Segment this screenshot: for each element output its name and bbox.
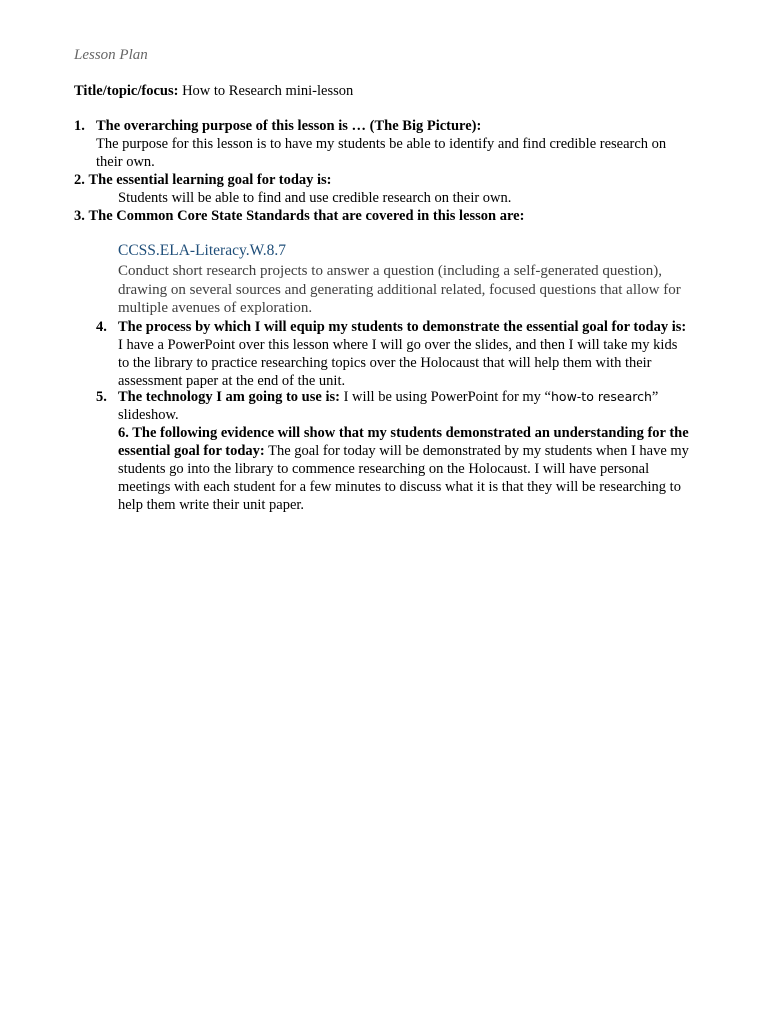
section-5-body — [118, 388, 692, 424]
section-6-question: 6. The following evidence will show that my students demonstrated an understanding for the essential goal for today: — [118, 425, 689, 459]
standard-text: Conduct short research projects to answer a question (including a self-generated question), drawing on several sources and generating additional related, focused questions that allow for multiple avenues of exploration. — [118, 263, 681, 316]
section-1-question: The overarching purpose of this lesson is … (The Big Picture): — [96, 118, 482, 134]
section-2-question: The essential learning goal for today is: — [88, 172, 332, 188]
section-5-answer-term: how-to research — [551, 389, 652, 404]
section-5-number: 5. — [96, 389, 107, 405]
section-2-answer: Students will be able to find and use credible research on their own. — [118, 190, 512, 206]
section-2 — [74, 171, 714, 206]
section-3-question: The Common Core State Standards that are covered in this lesson are: — [88, 208, 525, 224]
section-6-answer: The goal for today will be demonstrated by my students when I have my students go into the library to commence researching on the Holocaust. I will have personal meetings with each student for a few minutes to discuss what it is that they will be researching to help them write their unit paper. — [118, 443, 689, 513]
standard-code: CCSS.ELA-Literacy.W.8.7 — [118, 242, 287, 259]
section-5-question: The technology I am going to use is: — [118, 389, 340, 405]
title-line — [74, 82, 353, 100]
section-5-answer-post: ” slideshow. — [118, 389, 659, 423]
section-5-answer-pre: I will be using PowerPoint for my “ — [343, 389, 551, 405]
section-4-number: 4. — [96, 319, 107, 335]
section-1-answer: The purpose for this lesson is to have my students be able to identify and find credible research on their own. — [96, 136, 667, 170]
section-4-answer: I have a PowerPoint over this lesson where I will go over the slides, and then I will take my kids to the library to practice researching topics over the Holocaust that will help them with their assessment paper at the end of the unit. — [118, 337, 678, 389]
title-label: Title/topic/focus: — [74, 83, 179, 99]
section-1-number: 1. — [74, 118, 85, 134]
section-2-number: 2. — [74, 172, 85, 188]
title-value: How to Research mini-lesson — [182, 83, 354, 99]
section-6 — [118, 424, 698, 514]
section-4-body — [118, 318, 692, 390]
section-4-question: The process by which I will equip my students to demonstrate the essential goal for today is: — [118, 319, 687, 335]
section-3-number: 3. — [74, 208, 85, 224]
document-label: Lesson Plan — [74, 47, 148, 63]
section-3 — [74, 207, 714, 225]
